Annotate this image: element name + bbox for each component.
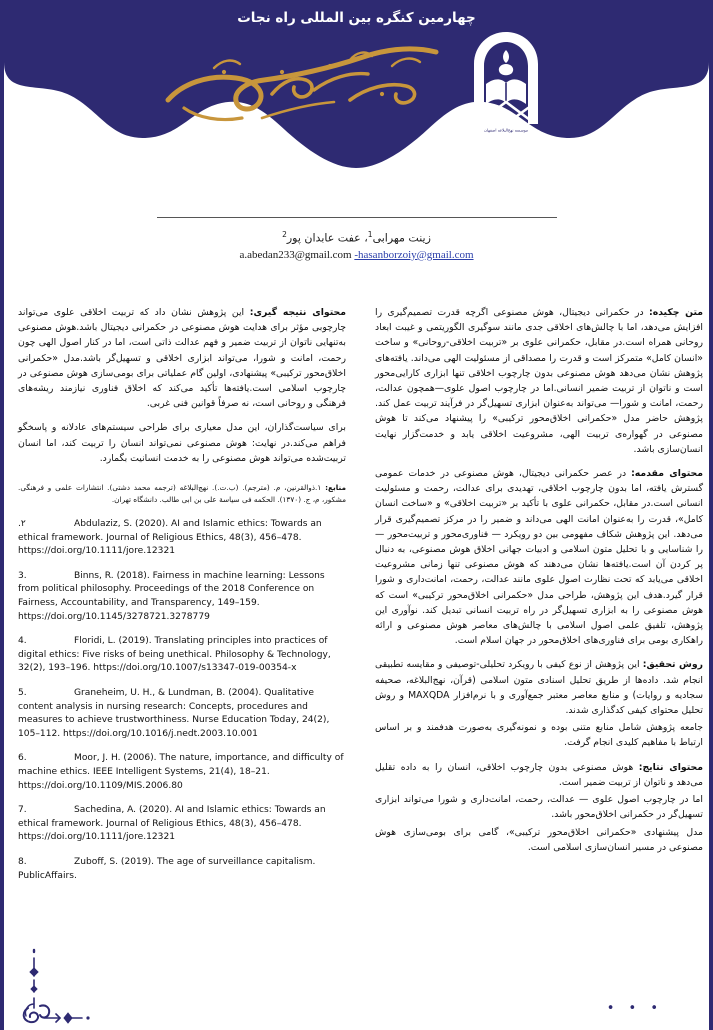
column-right [375, 305, 703, 864]
reference-item [18, 687, 346, 741]
reference-number: ۲. [18, 519, 26, 530]
reference-number: 8. [18, 856, 27, 867]
results-body: هوش مصنوعی بدون چارچوب اخلاقی، انسان را به داده تقلیل می‌دهد و ناتوان از تربیت ضمیر است. [375, 761, 703, 788]
results-paragraph-2: اما در چارچوب اصول علوی — عدالت، رحمت، امانت‌داری و شورا می‌تواند ابزاری تسهیل‌گر در حکمرانی اخلاق‌محور باشد. [375, 794, 703, 821]
abstract-body: در حکمرانی دیجیتال، هوش مصنوعی اگرچه قدرت تصمیم‌گیری را افزایش می‌دهد، اما با چالش‌های اخلاقی جدی مانند سوگیری الگوریتمی و غیبت ابعاد روحانی همراه است.در مقابل، حکمرانی علوی بر «تربیت اخلاقی-روحانی» و ساخت «انسان کامل» متمرکز است و قدرت را مصداقی از مسئولیت الهی می‌داند. یافته‌های پژوهش نشان می‌دهد هوش مصنوعی بدون چارچوب اخلاقی تنها ابزاری کارایی‌محور است و ناتوان از تربیت ضمیر انسانی.اما در چارچوب اصول علوی—همچون عدالت، رحمت، امانت و شورا— می‌تواند به‌عنوان ابزاری تسهیل‌گر در فرآیند تربیت عمل کند. پژوهش حاضر مدل «حکمرانی اخلاق‌محور ترکیبی» را پیشنهاد می‌کند تا هوش مصنوعی در گهواره‌ی تربیت الهی، مشروعیت اخلاقی یابد و خدمت‌گزار نهایت انسان‌سازی باشد. [375, 307, 703, 455]
footer-dots: • • • [606, 1001, 663, 1016]
email-primary: a.abedan233@gmail.com [239, 248, 352, 261]
reference-text: Sachedina, A. (2020). AI and Islamic ethics: Towards an ethical framework. Journal of Religious Ethics, 48(3), 456–478. https://doi.org/10.1111/jore.12321 [18, 805, 326, 843]
reference-item [18, 856, 346, 883]
results-paragraph-3: مدل پیشنهادی «حکمرانی اخلاق‌محور ترکیبی»، گامی برای بومی‌سازی هوش مصنوعی در مسیر انسان‌سازی اسلامی است. [375, 826, 703, 853]
reference-number: 3. [18, 570, 27, 581]
sources-body: ۱.ذوالقرنین، م. (مترجم). (ب.ت.). نهج‌البلاغه (ترجمه محمد دشتی). انتشارات علمی و فرهنگی. مشکور، م، ج. (۱۳۷۰). الحکمه فی سیاسة علی بن ابی طالب. دانشگاه تهران. [18, 483, 346, 505]
column-left [18, 305, 346, 894]
sources-label: منابع: [325, 483, 346, 493]
reference-text: Moor, J. H. (2006). The nature, importance, and difficulty of machine ethics. IEEE Intelligent Systems, 21(4), 18–21. https://doi.org/10.1109/MIS.2006.80 [18, 753, 344, 791]
congress-title: چهارمین کنگره بین المللی راه نجات [237, 10, 476, 26]
persian-sources [18, 482, 346, 506]
reference-number: 7. [18, 805, 27, 816]
reference-item [18, 570, 346, 624]
introduction-paragraph [375, 466, 703, 648]
reference-text: Zuboff, S. (2019). The age of surveillance capitalism. PublicAffairs. [18, 856, 316, 881]
reference-item [18, 635, 346, 676]
author-block [157, 217, 557, 261]
author-name-1: زینت مهرابی [372, 231, 431, 245]
method-label: روش تحقیق: [642, 659, 703, 671]
reference-number: 4. [18, 636, 27, 647]
abstract-label: متن چکیده: [648, 307, 703, 318]
reference-item [18, 752, 346, 793]
header-banner [4, 0, 709, 175]
reference-number: 6. [18, 753, 27, 764]
conclusion-label: محتوای نتیجه گیری: [249, 307, 346, 318]
results-paragraph [375, 760, 703, 790]
method-body: این پژوهش از نوع کیفی با رویکرد تحلیلی-توصیفی و مقایسه تطبیقی انجام شد. داده‌ها از طریق تحلیل اسنادی متون اسلامی (قرآن، نهج‌البلاغه، صحیفه سجادیه و روایات) و منابع معاصر معتبر جمع‌آوری و با نرم‌افزار MAXQDA و روش تحلیل محتوای کیفی کدگذاری شدند. [375, 659, 703, 717]
reference-text: Abdulaziz, S. (2020). AI and Islamic ethics: Towards an ethical framework. Journal of Religious Ethics, 48(3), 456–478. https://doi.org/10.1111/jore.12321 [18, 519, 322, 557]
reference-text: Graneheim, U. H., & Lundman, B. (2004). Qualitative content analysis in nursing research: Concepts, procedures and measures to achieve trustworthiness. Nurse Education Today, 24(2), 105–112. https://doi.org/10.1016/j.nedt.2003.10.001 [18, 687, 330, 739]
introduction-label: محتوای مقدمه: [631, 468, 703, 480]
abstract-paragraph [375, 305, 703, 457]
introduction-body: در عصر حکمرانی دیجیتال، هوش مصنوعی در خدمات عمومی گسترش یافته، اما بدون چارچوب اخلاقی، تهدیدی برای عدالت، رحمت و مسئولیت انسانی است.در مقابل، حکمرانی علوی با تأکید بر «تربیت اخلاقی» و «ساخت انسان کامل»، قدرت را به‌عنوان امانت الهی می‌داند و ضمیر را در مرکز تصمیم‌گیری قرار می‌دهد. این پژوهش شکاف مفهومی بین دو رویکرد — فناوری‌محور و تربیت‌محور — را شناسایی و با تحلیل متون اسلامی و ادبیات جهانی اخلاق هوش مصنوعی، به دنبال پر کردن آن است.یافته‌ها نشان می‌دهند که هوش مصنوعی تنها زمانی مشروعیت اخلاقی می‌یابد که تحت نظارت اصول علوی مانند عدالت، رحمت، امانت‌داری و شورا قرار گیرد.هدف این پژوهش، طراحی مدل «حکمرانی اخلاق‌محور ترکیبی» است که هوش مصنوعی را به ابزاری تسهیل‌گر در راه تربیت انسانی تبدیل کند. نوآوری این پژوهش، تلفیق علمی اصول اسلامی با چالش‌های معاصر هوش مصنوعی و ارائه راهکاری بومی برای فناوری‌های اخلاق‌محور در جهان اسلام است. [375, 468, 703, 647]
email-link[interactable]: -hasanborzoiy@gmail.com [354, 248, 474, 261]
author-name-2: ، عفت عابدان پور [286, 231, 368, 245]
conclusion-paragraph [18, 305, 346, 411]
method-paragraph-2: جامعه پژوهش شامل منابع متنی بوده و نمونه‌گیری به‌صورت هدفمند و بر اساس ارتباط با مفاهیم کلیدی انجام گرفت. [375, 722, 703, 749]
decorative-ornament-icon [20, 946, 150, 1026]
results-label: محتوای نتایج: [638, 761, 704, 773]
reference-number: 5. [18, 687, 27, 698]
reference-item [18, 804, 346, 845]
author-names [157, 230, 557, 245]
reference-text: Binns, R. (2018). Fairness in machine learning: Lessons from political philosophy. Proceedings of the 2018 Conference on Fairness, Accountability, and Transparency, 149–159. https://doi.org/10.1145/3278721.3278779 [18, 570, 325, 622]
author-affil-2: 2 [282, 230, 287, 239]
body-columns [4, 305, 713, 1025]
conclusion-paragraph-2: برای سیاست‌گذاران، این مدل معیاری برای طراحی سیستم‌های عادلانه و پاسخگو فراهم می‌کند.در نهایت: هوش مصنوعی نمی‌تواند انسان را تربیت کند، اما انسان تربیت‌شده می‌تواند هوش مصنوعی را به خدمت انسانیت بگمارد. [18, 422, 346, 464]
logo-caption: موسسه نهج‌البلاغه اصفهان [483, 127, 529, 133]
author-divider [157, 217, 557, 218]
calligraphy-nahjolbalagheh [154, 38, 454, 133]
conclusion-body: این پژوهش نشان داد که تربیت اخلاقی علوی می‌تواند چارچوبی مؤثر برای هدایت هوش مصنوعی در حکمرانی دیجیتال باشد.هوش مصنوعی به‌تنهایی ناتوان از تربیت ضمیر و فهم عدالت ذاتی است، اما در کنار اصول الهی چون رحمت، امانت و شورا، می‌تواند ابزاری اخلاقی و تسهیل‌گر باشد.مدل «حکمرانی اخلاق‌محور ترکیبی» پیشنهادی، اولین گام عملیاتی برای بومی‌سازی هوش مصنوعی در چارچوب اسلامی است.یافته‌ها تأکید می‌کند که اخلاق فناوری نیازمند ریشه‌های فرهنگی و روحانی است، نه صرفاً قوانین فنی غربی. [18, 307, 346, 410]
reference-text: Floridi, L. (2019). Translating principles into practices of digital ethics: Five risks of being unethical. Philosophy & Technology, 32(2), 193–196. https://doi.org/10.1007/s13347-019-00354-x [18, 636, 331, 674]
author-emails [157, 249, 557, 261]
method-paragraph [375, 657, 703, 718]
reference-item [18, 518, 346, 559]
nahjolbalagheh-institute-logo-icon [466, 28, 546, 136]
author-affil-1: 1 [367, 230, 373, 239]
